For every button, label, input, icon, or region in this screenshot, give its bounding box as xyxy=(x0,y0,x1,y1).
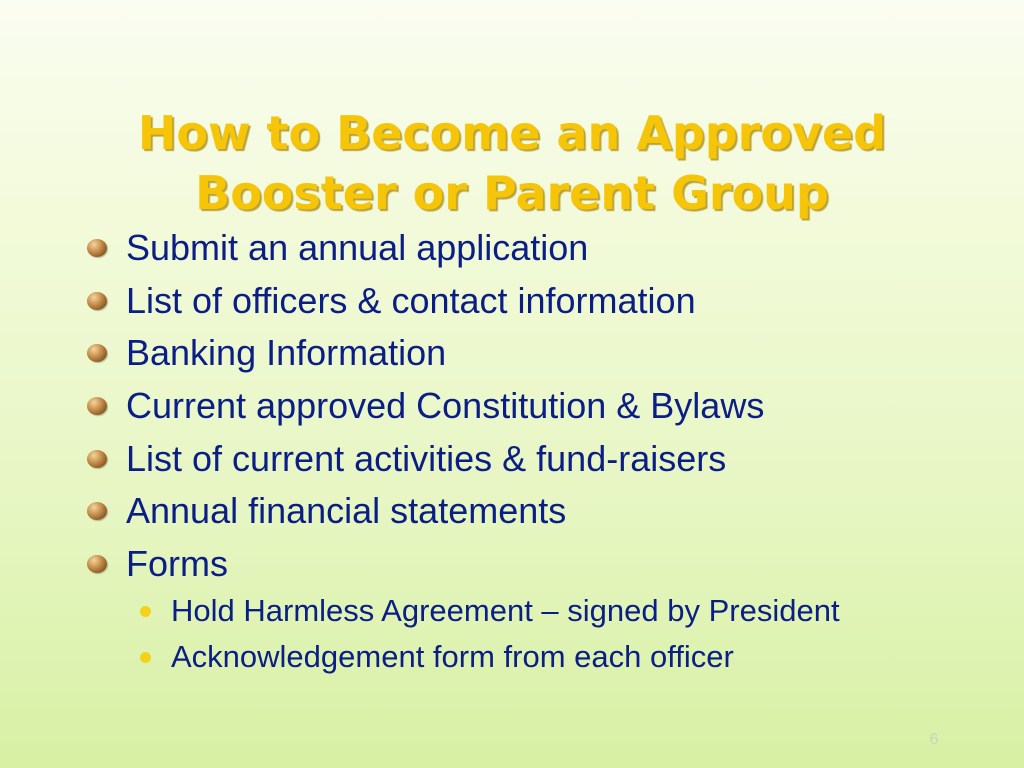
bullet-text: Annual financial statements xyxy=(126,490,567,532)
bullet-text: Submit an annual application xyxy=(126,227,589,268)
bronze-sphere-bullet-icon xyxy=(87,450,107,468)
sub-bullet-acknowledgement xyxy=(136,634,840,680)
sub-bullet-text: Hold Harmless Agreement – signed by President xyxy=(171,593,840,628)
page-number: 6 xyxy=(929,731,939,748)
bullet-item-activities-fundraisers xyxy=(84,433,764,486)
bronze-sphere-bullet-icon xyxy=(87,397,107,415)
bullet-text: Banking Information xyxy=(126,332,447,374)
bullet-item-officers-list xyxy=(84,275,764,328)
slide-title-line-2: Booster or Parent Group xyxy=(195,165,829,220)
slide-title xyxy=(40,103,984,223)
bullet-item-forms xyxy=(84,538,764,591)
bullet-text: List of current activities & fund-raisers xyxy=(126,437,727,479)
bronze-sphere-bullet-icon xyxy=(87,502,107,520)
bullet-text: List of officers & contact information xyxy=(126,279,696,321)
bullet-text: Current approved Constitution & Bylaws xyxy=(126,385,765,427)
sub-bullet-list xyxy=(136,588,840,680)
bullet-item-annual-application xyxy=(84,222,764,275)
bullet-list xyxy=(84,222,764,591)
yellow-dot-bullet-icon xyxy=(140,652,151,663)
bronze-sphere-bullet-icon xyxy=(87,344,107,362)
bullet-item-banking-information xyxy=(84,327,764,380)
bullet-item-financial-statements xyxy=(84,485,764,538)
bronze-sphere-bullet-icon xyxy=(87,555,107,573)
yellow-dot-bullet-icon xyxy=(140,606,151,617)
slide-title-line-1: How to Become an Approved xyxy=(137,105,887,160)
sub-bullet-text: Acknowledgement form from each officer xyxy=(171,639,734,674)
sub-bullet-hold-harmless xyxy=(136,588,840,634)
bullet-text: Forms xyxy=(126,543,228,585)
bronze-sphere-bullet-icon xyxy=(87,239,107,257)
bullet-item-constitution-bylaws xyxy=(84,380,764,433)
bronze-sphere-bullet-icon xyxy=(87,292,107,310)
